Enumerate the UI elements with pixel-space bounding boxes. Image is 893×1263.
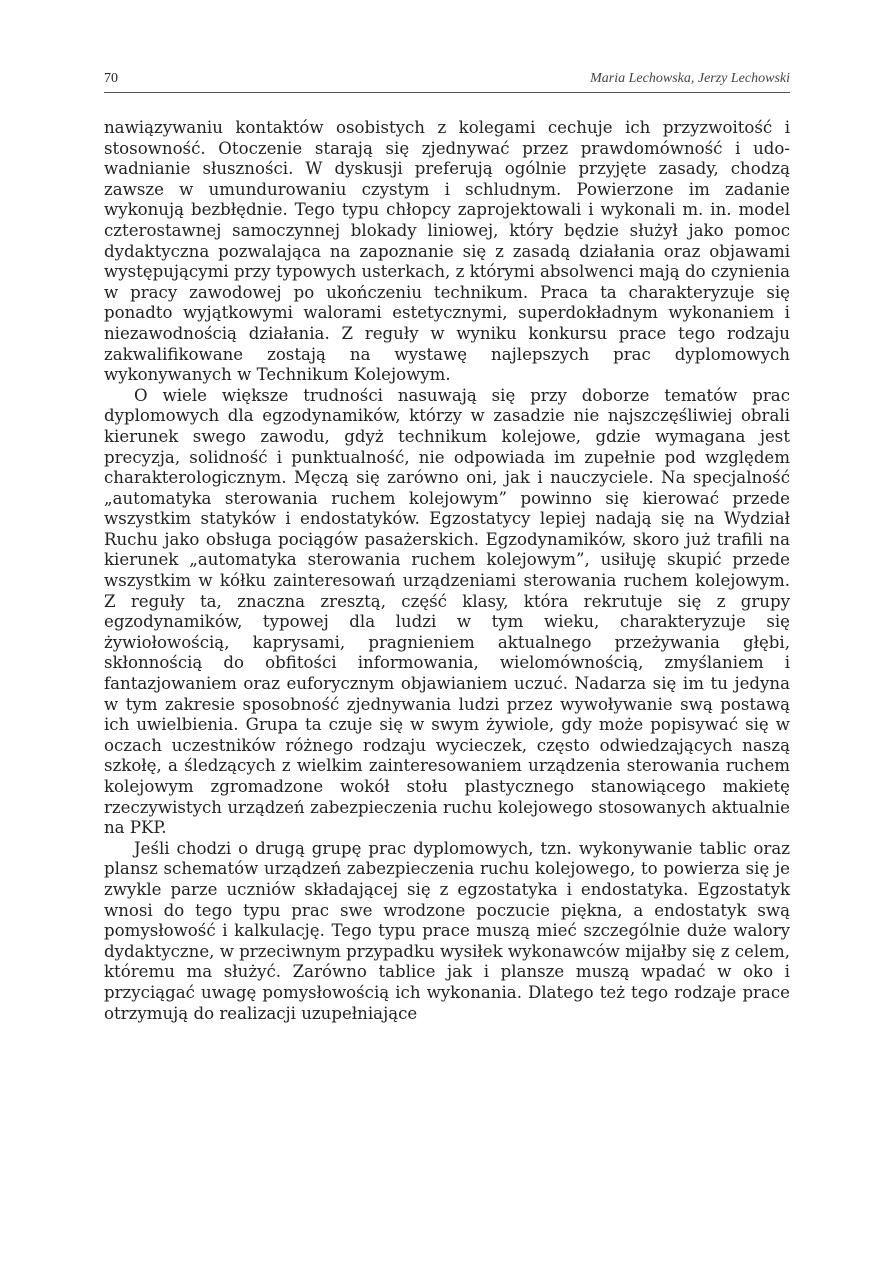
page-number: 70 [104, 71, 118, 86]
paragraph-continuation: nawiązywaniu kontaktów osobistych z kolegami cechuje ich przyzwoitość i stosowność. Otoczenie starają się zjednywać przez prawdomówność i udowadnianie słuszności. W dyskusji preferują ogólnie przyjęte zasady, chodzą zawsze w umundurowaniu czystym i schludnym. Powierzone im zadanie wykonują bezbłędnie. Tego typu chłopcy zaprojektowali i wykonali m. in. model czterostawnej samoczynnej blokady liniowej, który będzie służył jako pomoc dydaktyczna pozwalająca na zapoznanie się z zasadą działania oraz objawami występującymi przy typowych usterkach, z którymi absolwenci mają do czynienia w pracy zawodowej po ukończeniu technikum. Praca ta charakteryzuje się ponadto wyjątkowymi walorami estetycznymi, superdokładnym wykonaniem i niezawodnością działania. Z reguły w wyniku konkursu prace tego rodzaju zakwalifikowane zostają na wystawę najlepszych prac dyplomowych wykonywanych w Technikum Kolejowym. [104, 118, 790, 385]
paragraph-egzodynamicy: O wiele większe trudności nasuwają się przy doborze tematów prac dyplomowych dla egzodynamików, którzy w zasadzie nie najszczęśliwiej obrali kierunek swego zawodu, gdyż technikum kolejowe, gdzie wymagana jest precyzja, solidność i punktualność, nie odpowiada im zupełnie pod względem charakterologicznym. Męczą się zarówno oni, jak i nauczyciele. Na specjalność „automatyka sterowania ruchem kolejowym” powinno się kierować przede wszystkim statyków i endostatyków. Egzostatycy lepiej nadają się na Wydział Ruchu jako obsługa pociągów pasażerskich. Egzodynamików, skoro już trafili na kierunek „automatyka sterowania ruchem kolejowym”, usiłuję skupić przede wszystkim w kółku zainteresowań urządzeniami sterowania ruchem kolejowym. Z reguły ta, znaczna zresztą, część klasy, która rekrutuje się z grupy egzodynamików, typowej dla ludzi w tym wieku, charakteryzuje się żywiołowością, kaprysami, pragnieniem aktualnego przeżywania głębi, skłonnością do obfitości informowania, wielomównością, zmyślaniem i fantazjowaniem oraz euforycznym objawianiem uczuć. Nadarza się im tu jedyna w tym zakresie sposobność zjednywania ludzi przez wywoływanie swą postawą ich uwielbienia. Grupa ta czuje się w swym żywiole, gdy może popisywać się w oczach uczestników różnego rodzaju wycieczek, często odwiedzających naszą szkołę, a śledzących z wielkim zainteresowaniem urządzenia sterowania ruchem kolejowym zgromadzone wokół stołu plastycznego stanowiącego makietę rzeczywistych urządzeń zabezpieczenia ruchu kolejowego stosowanych aktualnie na PKP. [104, 385, 790, 838]
body-text [104, 118, 790, 1024]
paragraph-tablice-plansze: Jeśli chodzi o drugą grupę prac dyplomowych, tzn. wykonywanie tablic oraz plansz schematów urządzeń zabezpieczenia ruchu kolejowego, to powierza się je zwykle parze uczniów składającej się z egzostatyka i endostatyka. Egzostatyk wnosi do tego typu prac swe wrodzone poczucie piękna, a endostatyk swą pomysłowość i kalkulację. Tego typu prace muszą mieć szczególnie duże walory dydaktyczne, w przeciwnym przypadku wysiłek wykonawców mijałby się z celem, któremu ma służyć. Zarówno tablice jak i plansze muszą wpadać w oko i przyciągać uwagę pomysłowością ich wykonania. Dlatego też tego rodzaje prace otrzymują do realizacji uzupełniające [104, 838, 791, 1023]
page-header [104, 70, 790, 93]
running-head-authors: Maria Lechowska, Jerzy Lechowski [590, 71, 790, 86]
